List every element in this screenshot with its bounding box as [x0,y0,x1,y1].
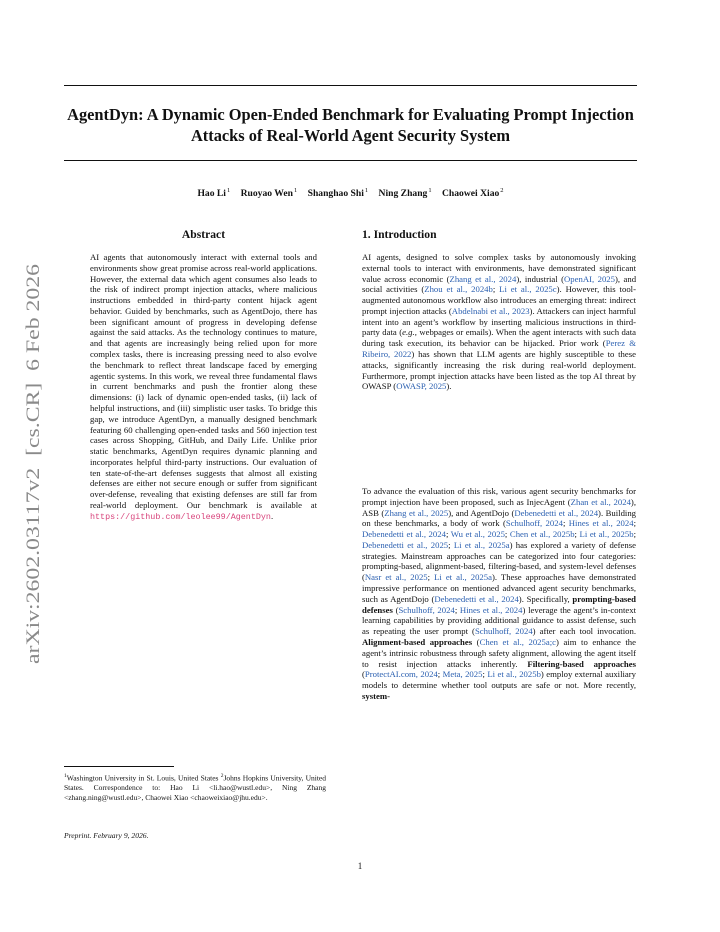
citation-link[interactable]: Schulhoff, 2024 [474,626,533,637]
intro-paragraph-1 [362,252,636,392]
bold-term: prompting-based defenses [362,593,636,615]
paper-title: AgentDyn: A Dynamic Open-Ended Benchmark for Evaluating Prompt Injection Attacks of Real-World Agent Security System [67,105,634,145]
bold-term: Alignment-based approaches [362,636,473,647]
citation-link[interactable]: Debenedetti et al., 2024 [514,507,599,518]
author: Shanghao Shi$^1$ [307,187,369,200]
citation-link[interactable]: Nasr et al., 2025 [364,572,428,583]
text-run: ) has explored a variety of defense strategies. Mainstream approaches can be categorized into four categories: prompting-based, alignment-based, filtering-based, and system-level defenses ( [362,539,636,583]
citation-link[interactable]: Wu et al., 2025 [450,529,505,540]
text-run: , webpages or emails). When the agent interacts with such data during task execution, its behavior can be hijacked. Prior work ( [362,327,636,349]
citation-link[interactable]: Abdelnabi et al., 2023 [451,305,530,316]
citation-link[interactable]: Schulhoff, 2024 [505,518,563,529]
text-run: ( [392,604,399,615]
text-run: ). However, this tool-augmented autonomous workflow also introduces an emerging threat: indirect prompt injection attacks ( [362,284,636,316]
title-bottom-rule [64,160,637,161]
text-run: ( [472,636,480,647]
citation-link[interactable]: Zhang et al., 2024 [449,273,517,284]
text-run: ; [562,518,569,529]
italic-term: e.g. [402,327,415,338]
repo-link[interactable]: https://github.com/leolee99/AgentDyn [90,511,271,522]
citation-link[interactable]: Zhou et al., 2024b [424,284,493,295]
citation-link[interactable]: Meta, 2025 [442,669,483,680]
page-number: 1 [357,861,363,871]
citation-link[interactable]: Zhang et al., 2025 [384,507,449,518]
citation-link[interactable]: Schulhoff, 2024 [398,604,455,615]
text-run: ; [633,529,636,540]
citation-link[interactable]: Li et al., 2025b [579,529,634,540]
text-run: ; [574,529,580,540]
citation-link[interactable]: Li et al., 2025c [499,284,557,295]
citation-link[interactable]: Hines et al., 2024 [459,604,523,615]
citation-link[interactable]: OpenAI, 2025 [564,273,615,284]
citation-link[interactable]: Li et al., 2025a [453,539,510,550]
citation-link[interactable]: Debenedetti et al., 2024 [362,529,446,540]
text-run: ). Building on these benchmarks, a body of work ( [362,507,637,529]
author: Chaowei Xiao$^2$ [442,187,504,200]
abstract-heading: Abstract [181,228,226,241]
bold-term: Filtering-based approaches [527,658,636,669]
text-run: To advance the evaluation of this risk, various agent security benchmarks for prompt injection have been proposed, such as InjecAgent ( [362,486,636,507]
text-run: ) has shown that LLM agents are highly susceptible to these attacks, significantly increasing the risk during real-world deployment. Furthermore, prompt injection attacks have been listed as the top AI threat by OWASP ( [362,349,636,392]
citation-link[interactable]: Debenedetti et al., 2024 [434,593,519,604]
citation-link[interactable]: Perez & Ribeiro, 2022 [362,338,636,360]
text-run: ). These approaches have demonstrated impressive performance on mentioned advanced agent security benchmarks, such as AgentDojo ( [362,572,636,604]
introduction-heading: 1. Introduction [362,228,437,241]
citation-link[interactable]: OWASP, 2025 [396,381,447,392]
text-run: ; [445,529,451,540]
arxiv-stamp [20,262,46,667]
citation-link[interactable]: Chen et al., 2025a;c [479,636,556,647]
text-run: ( [362,669,365,680]
text-run: ; [633,518,636,529]
text-run: ), and AgentDojo ( [448,507,515,518]
citation-link[interactable]: Li et al., 2025a [434,572,492,583]
citation-link[interactable]: Chen et al., 2025b [509,529,575,540]
author: Hao Li$^1$ [197,187,231,200]
citation-link[interactable]: Li et al., 2025b [487,669,541,680]
text-run: ; [454,604,460,615]
text-run: ), ASB ( [362,496,636,518]
footnote-rule [64,766,174,767]
intro-paragraph-2 [362,486,636,702]
title-top-rule [64,85,637,86]
text-run: ; [504,529,510,540]
text-run: ; [427,572,435,583]
text-run: ; [482,669,488,680]
text-run: ). [446,381,452,392]
text-run: ). Specifically, [518,593,573,604]
text-run: AI agents, designed to solve complex tasks by autonomously invoking external tools to interact with environments, have demonstrated significant value across economic ( [362,252,636,284]
citation-link[interactable]: Zhan et al., 2024 [570,496,631,507]
text-run: ) after each tool invocation. [532,626,636,637]
text-run: ; [437,669,443,680]
preprint-note: Preprint. February 9, 2026. [64,831,149,840]
text-run: ) leverage the agent’s in-context learning capabilities by providing additional guidance to assist defense, such as repeating the user prompt ( [362,604,636,637]
author: Ruoyao Wen$^1$ [240,187,298,200]
citation-link[interactable]: Hines et al., 2024 [568,518,634,529]
abstract-body: AI agents that autonomously interact with external tools and environments show great promise across real-world applications. However, the external data which agent consumes also leads to the risk of indirect prompt injection attacks, where malicious instructions embedded in third-party content hijack agent behavior. Guided by benchmarks, such as AgentDojo, there has been significant amount of progress in developing defense against the said attacks. As the technology continues to mature, and that agents are increasingly being relied upon for more complex tasks, there is increasing pressing need to also evolve the benchmark to reflect threat landscape faced by emerging agentic systems. In this work, we reveal three fundamental flaws in current benchmarks and push the frontier along these dimensions: (i) lack of dynamic open-ended tasks, (ii) lack of helpful instructions, and (iii) simplistic user tasks. To bridge this gap, we introduce AgentDyn, a manually designed benchmark featuring 60 challenging open-ended tasks and 560 injection test cases across Shopping, GitHub, and Daily Life. Unlike prior static benchmarks, AgentDyn requires dynamic planning and incorporates helpful third-party instructions. Our evaluation of ten state-of-the-art defenses suggests that almost all existing defenses are either not secure enough or suffer from significant over-defense, revealing that existing defenses are still far from real-world deployment. Our benchmark is available at https://github.com/leolee99/AgentDyn. [90,252,317,522]
text-run: ), industrial ( [516,273,564,284]
citation-link[interactable]: ProtectAI.com, 2024 [364,669,438,680]
arxiv-stamp-text: arXiv:2602.03117v2 [cs.CR] 6 Feb 2026 [23,340,44,664]
text-run: ), and social activities ( [362,273,637,295]
abstract-text: AI agents that autonomously interact with external tools and environments show great promise across real-world applications. However, the external data which agent consumes also leads to the risk of indirect prompt injection attacks, where malicious instructions embedded in third-party content hijack agent behavior. Guided by benchmarks, such as AgentDojo, there has been significant amount of progress in developing defense against the said attacks. As the technology continues to mature, and that agents are increasingly being relied upon for more complex tasks, there is increasing pressing need to also evolve the benchmark to reflect threat landscape faced by emerging agentic systems. In this work, we reveal three fundamental flaws in current benchmarks and push the frontier along these dimensions: (i) lack of dynamic open-ended tasks, (ii) lack of helpful instructions, and (iii) simplistic user tasks. To bridge this gap, we introduce AgentDyn, a manually designed benchmark featuring 60 challenging open-ended tasks and 560 injection test cases across Shopping, GitHub, and Daily Life. Unlike prior static benchmarks, AgentDyn requires dynamic planning and incorporates helpful third-party instructions. Our evaluation of ten state-of-the-art defenses suggests that almost all existing defenses are either not secure enough or suffer from significant over-defense, revealing that existing defenses are still far from real-world deployment. Our benchmark is available at [90,252,317,510]
text-run: ). Attackers can inject harmful intent into an agent’s workflow by inserting malicious instructions in third-party data ( [362,305,636,338]
affiliation-footnote: $^1$Washington University in St. Louis, United States $^2$Johns Hopkins University, United States. Correspondence to: Hao Li <li.hao@wustl.edu>, Ning Zhang <zhang.ning@wustl.edu>, Chaowei Xiao <chaoweixiao@jhu.edu>. [64,773,326,802]
bold-term: system- [362,690,390,701]
text-run: ; [448,539,454,550]
author: Ning Zhang$^1$ [378,187,432,200]
author-list [64,187,637,199]
text-run: ) aim to enhance the agent’s intrinsic robustness through safety alignment, allowing the agent itself to resist injection attacks inherently. [362,636,636,669]
citation-link[interactable]: Debenedetti et al., 2025 [362,539,449,550]
text-run: ; [492,284,500,295]
text-run: ) employ external auxiliary models to determine whether tool outputs are safe or not. More recently, [362,669,637,691]
